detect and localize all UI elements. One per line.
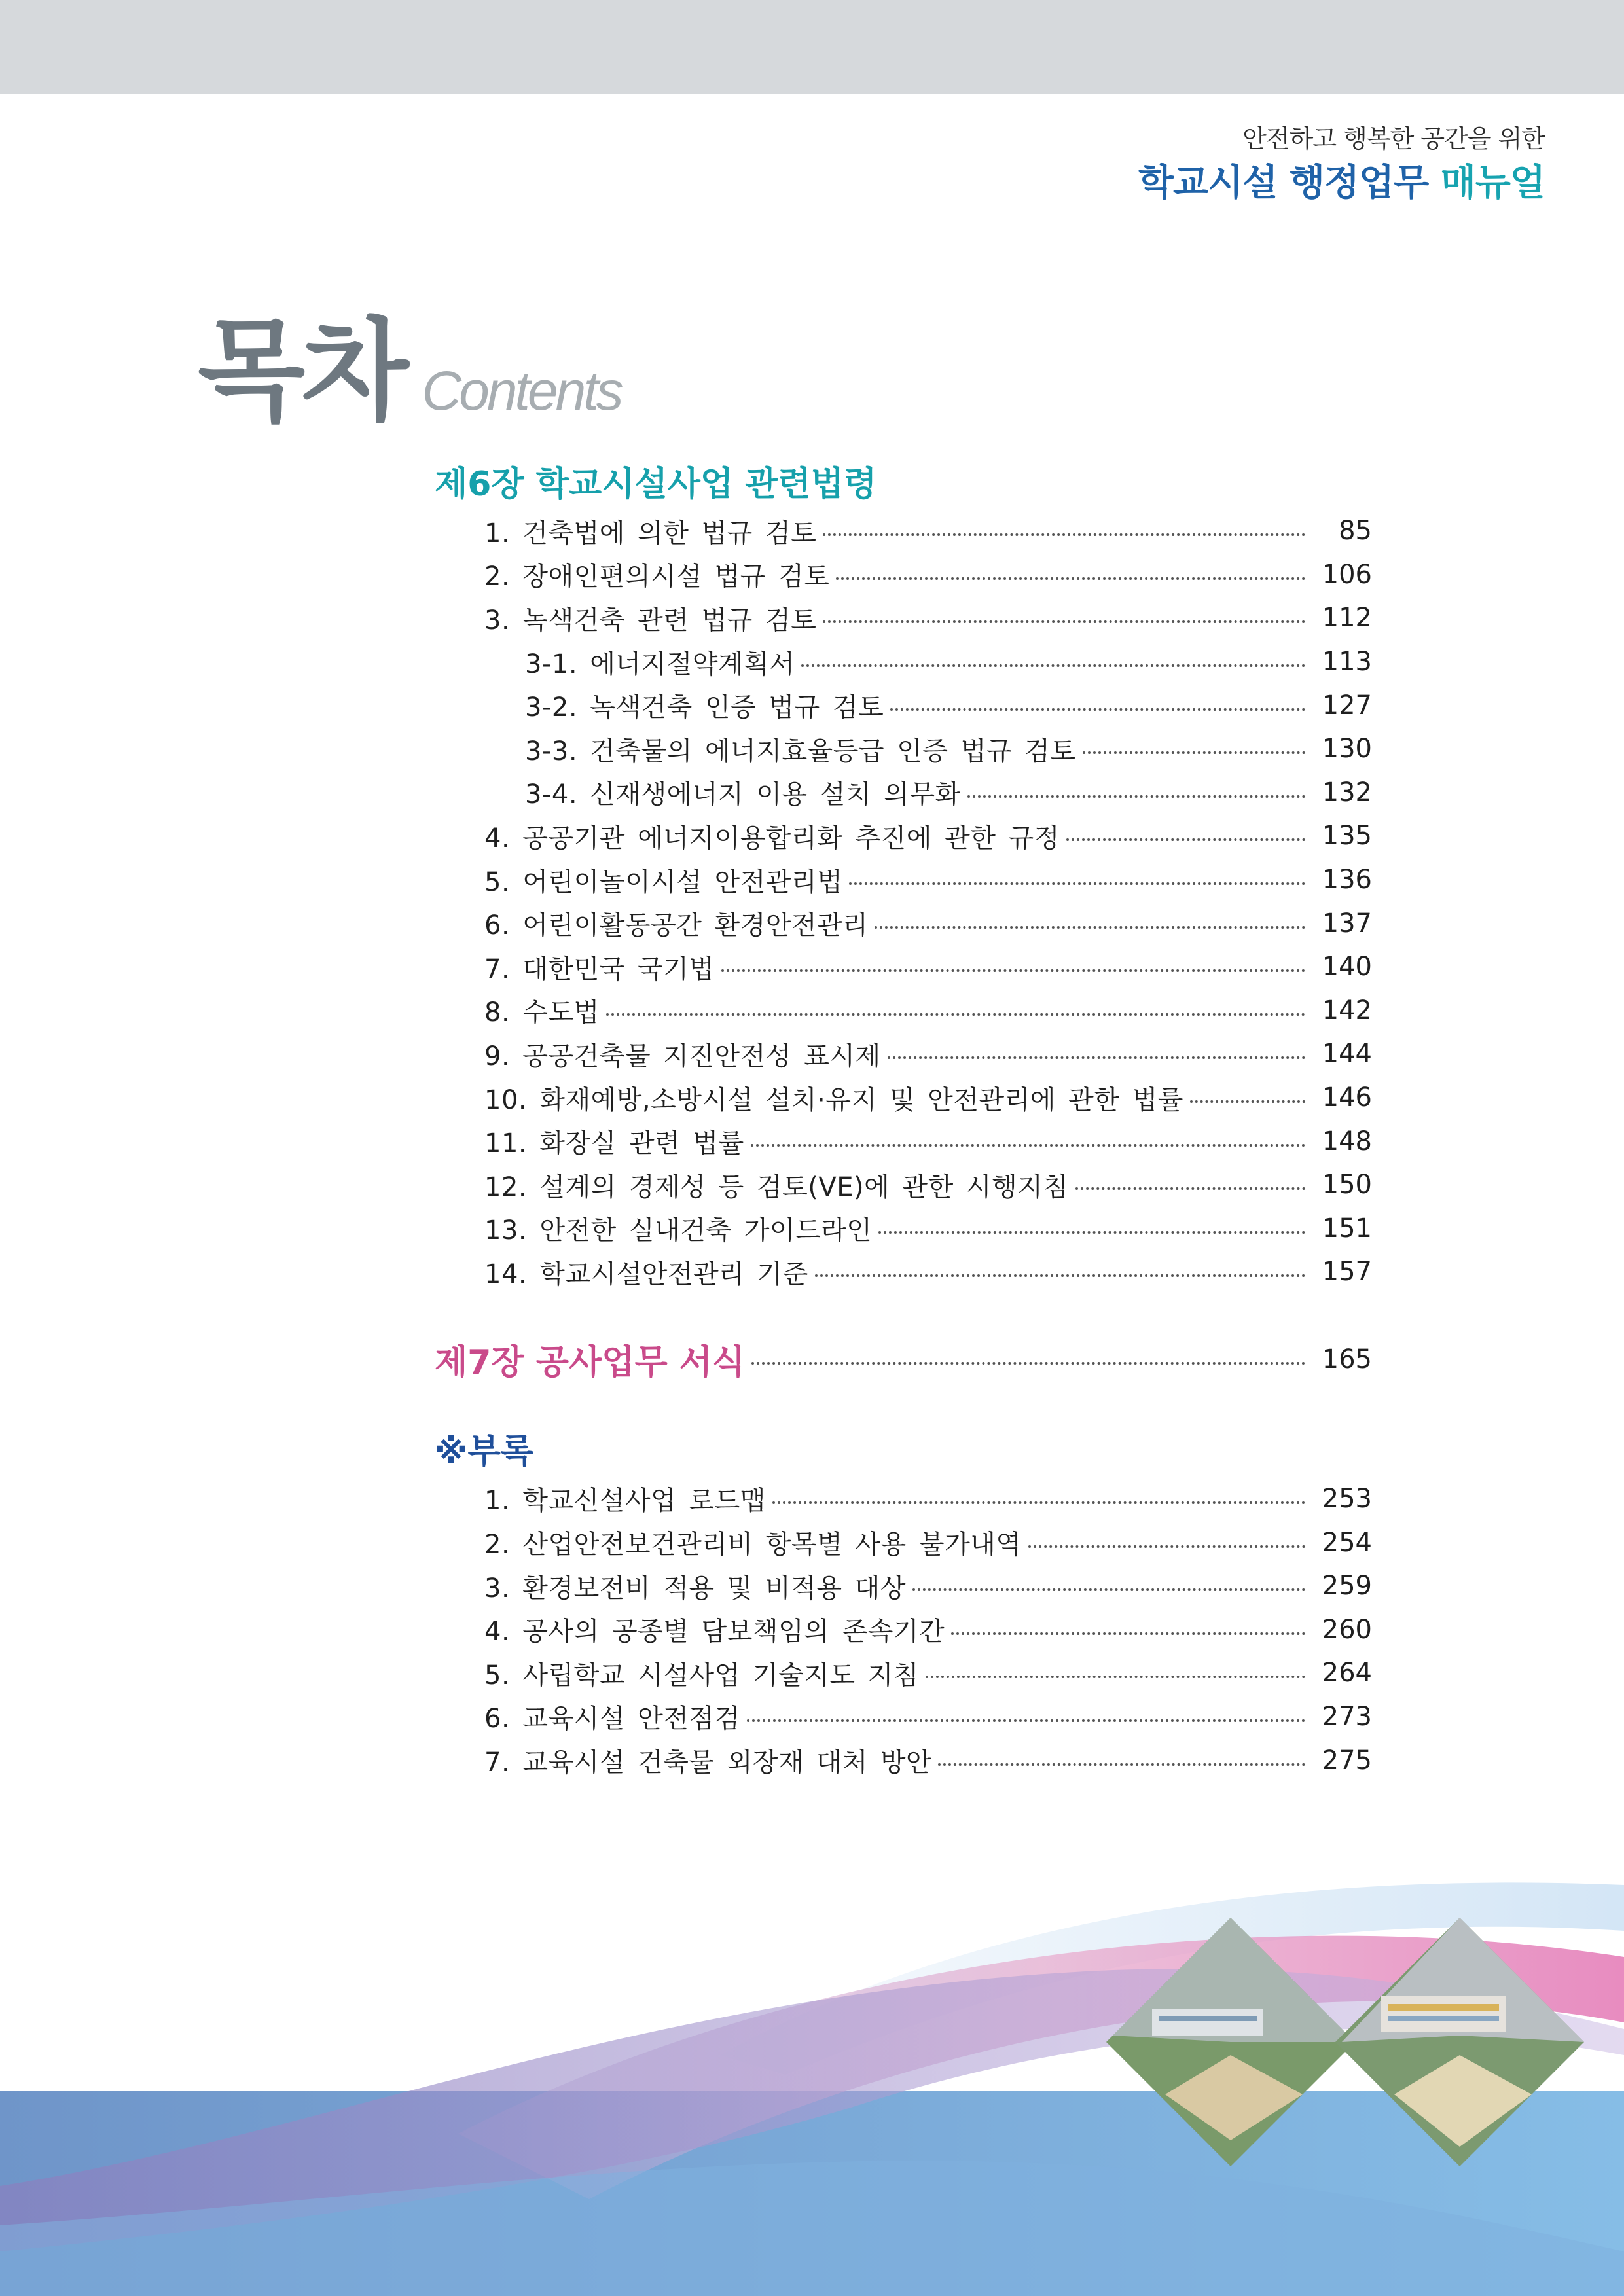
toc-entry[interactable]: [435, 1076, 1372, 1120]
toc-entry[interactable]: [435, 1607, 1372, 1651]
toc-entry-page: 146: [1322, 1083, 1372, 1113]
toc-entry-label: 1. 건축법에 의한 법규 검토: [484, 518, 817, 548]
toc-entry-label: 6. 교육시설 안전점검: [484, 1704, 740, 1734]
toc-entry-page: 140: [1322, 952, 1372, 982]
leader-dots: [967, 795, 1305, 798]
toc-entry[interactable]: [435, 771, 1372, 815]
appendix-list: [435, 1477, 1372, 1782]
toc-entry-label: 14. 학교시설안전관리 기준: [484, 1259, 808, 1289]
toc-entry-label: 1. 학교신설사업 로드맵: [484, 1486, 766, 1516]
leader-dots: [1028, 1545, 1305, 1548]
toc-entry-label: 3-4. 신재생에너지 이용 설치 의무화: [525, 780, 961, 810]
toc-heading-english: Contents: [422, 360, 621, 422]
leader-dots: [751, 1362, 1305, 1365]
toc-entry-label: 8. 수도법: [484, 997, 600, 1028]
toc-entry[interactable]: [435, 1564, 1372, 1608]
leader-dots: [823, 620, 1305, 623]
header-subtitle: 안전하고 행복한 공간을 위한: [1242, 124, 1545, 153]
toc-entry[interactable]: [435, 1520, 1372, 1564]
toc-entry-label: 3. 환경보전비 적용 및 비적용 대상: [484, 1573, 907, 1604]
page-header: [1138, 122, 1545, 208]
table-of-contents: [435, 452, 1372, 1782]
toc-entry[interactable]: [435, 1163, 1372, 1207]
leader-dots: [875, 926, 1305, 929]
toc-entry-page: 130: [1322, 734, 1372, 764]
toc-entry-label: 12. 설계의 경제성 등 검토(VE)에 관한 시행지침: [484, 1172, 1069, 1202]
toc-entry-page: 157: [1322, 1257, 1372, 1287]
header-title-accent: 매뉴얼: [1440, 162, 1545, 204]
toc-entry[interactable]: [435, 1032, 1372, 1076]
toc-entry[interactable]: [435, 901, 1372, 945]
leader-dots: [912, 1588, 1305, 1591]
toc-entry-label: 13. 안전한 실내건축 가이드라인: [484, 1215, 873, 1246]
leader-dots: [1083, 751, 1305, 754]
chapter6-title[interactable]: [435, 452, 1372, 509]
toc-entry-page: 127: [1322, 690, 1372, 721]
toc-entry-label: 5. 어린이놀이시설 안전관리법: [484, 867, 843, 897]
toc-entry[interactable]: [435, 1695, 1372, 1739]
leader-dots: [751, 1144, 1305, 1147]
toc-entry-page: 142: [1322, 995, 1372, 1026]
toc-entry[interactable]: [435, 1119, 1372, 1163]
leader-dots: [1190, 1100, 1305, 1103]
toc-entry-page: 85: [1339, 516, 1372, 547]
toc-entry[interactable]: [435, 858, 1372, 902]
toc-entry-page: 273: [1322, 1701, 1372, 1732]
toc-entry-label: 5. 사립학교 시설사업 기술지도 지침: [484, 1660, 919, 1691]
leader-dots: [849, 882, 1305, 885]
toc-entry[interactable]: [435, 553, 1372, 597]
leader-dots: [926, 1676, 1305, 1678]
toc-entry[interactable]: [435, 1477, 1372, 1521]
leader-dots: [836, 577, 1305, 580]
toc-entry-label: 4. 공사의 공종별 담보책임의 존속기간: [484, 1617, 945, 1647]
toc-entry[interactable]: [435, 683, 1372, 727]
leader-dots: [772, 1501, 1305, 1504]
toc-entry[interactable]: [435, 640, 1372, 684]
toc-entry[interactable]: [435, 1651, 1372, 1695]
toc-entry-label: 3. 녹색건축 관련 법규 검토: [484, 605, 817, 636]
leader-dots: [938, 1763, 1305, 1766]
leader-dots: [1066, 838, 1305, 841]
toc-entry-page: 144: [1322, 1039, 1372, 1069]
toc-entry-page: 254: [1322, 1527, 1372, 1558]
chapter7-title-text: 제7장 공사업무 서식: [435, 1343, 746, 1383]
toc-entry-page: 112: [1322, 603, 1372, 634]
toc-entry[interactable]: [435, 1207, 1372, 1251]
header-title-main: 학교시설 행정업무: [1138, 162, 1429, 204]
toc-entry[interactable]: [435, 727, 1372, 771]
chapter7-title[interactable]: [435, 1331, 1372, 1388]
leader-dots: [747, 1719, 1305, 1722]
toc-entry-page: 137: [1322, 908, 1372, 939]
header-title: [1138, 158, 1545, 208]
toc-entry-page: 148: [1322, 1126, 1372, 1157]
toc-entry[interactable]: [435, 814, 1372, 858]
leader-dots: [823, 533, 1305, 536]
toc-heading: [198, 281, 621, 437]
leader-dots: [888, 1056, 1305, 1059]
toc-entry-label: 3-2. 녹색건축 인증 법규 검토: [525, 692, 884, 723]
chapter6-title-text: 제6장 학교시설사업 관련법령: [435, 464, 877, 504]
toc-entry-page: 275: [1322, 1745, 1372, 1776]
toc-entry-label: 2. 산업안전보건관리비 항목별 사용 불가내역: [484, 1530, 1022, 1560]
chapter7-page: 165: [1322, 1344, 1372, 1374]
toc-entry[interactable]: [435, 945, 1372, 989]
leader-dots: [721, 969, 1305, 972]
toc-entry-page: 150: [1322, 1170, 1372, 1200]
toc-entry-page: 113: [1322, 647, 1372, 677]
toc-entry-page: 264: [1322, 1658, 1372, 1689]
toc-entry-page: 132: [1322, 777, 1372, 808]
toc-entry-label: 7. 교육시설 건축물 외장재 대처 방안: [484, 1748, 932, 1778]
toc-entry-label: 9. 공공건축물 지진안전성 표시제: [484, 1041, 881, 1071]
leader-dots: [890, 708, 1305, 711]
leader-dots: [815, 1274, 1305, 1277]
toc-entry-label: 2. 장애인편의시설 법규 검토: [484, 562, 830, 592]
leader-dots: [878, 1231, 1305, 1234]
toc-entry-page: 253: [1322, 1483, 1372, 1514]
toc-entry-label: 3-3. 건축물의 에너지효율등급 인증 법규 검토: [525, 736, 1076, 766]
leader-dots: [606, 1013, 1305, 1016]
toc-entry-page: 259: [1322, 1571, 1372, 1602]
toc-entry[interactable]: [435, 596, 1372, 640]
toc-entry[interactable]: [435, 509, 1372, 553]
leader-dots: [801, 664, 1305, 667]
toc-entry[interactable]: [435, 1738, 1372, 1782]
toc-entry-label: 10. 화재예방,소방시설 설치·유지 및 안전관리에 관한 법률: [484, 1085, 1183, 1115]
toc-entry-page: 106: [1322, 559, 1372, 590]
toc-heading-korean: 목차: [198, 307, 405, 437]
leader-dots: [1075, 1187, 1306, 1190]
decorative-footer: [0, 1859, 1624, 2296]
toc-entry[interactable]: [435, 1250, 1372, 1294]
toc-entry-page: 135: [1322, 821, 1372, 852]
toc-entry-page: 136: [1322, 865, 1372, 895]
toc-entry[interactable]: [435, 989, 1372, 1033]
toc-entry-label: 3-1. 에너지절약계획서: [525, 649, 795, 679]
toc-entry-page: 151: [1322, 1213, 1372, 1244]
toc-entry-page: 260: [1322, 1614, 1372, 1645]
chapter6-list: [435, 509, 1372, 1294]
toc-entry-label: 11. 화장실 관련 법률: [484, 1128, 744, 1159]
appendix-title-text: ※부록: [435, 1432, 534, 1472]
toc-entry-label: 6. 어린이활동공간 환경안전관리: [484, 910, 869, 941]
appendix-title[interactable]: [435, 1420, 1372, 1477]
top-band: [0, 0, 1624, 94]
leader-dots: [951, 1632, 1305, 1635]
toc-entry-label: 7. 대한민국 국기법: [484, 954, 715, 984]
toc-entry-label: 4. 공공기관 에너지이용합리화 추진에 관한 규정: [484, 823, 1060, 853]
